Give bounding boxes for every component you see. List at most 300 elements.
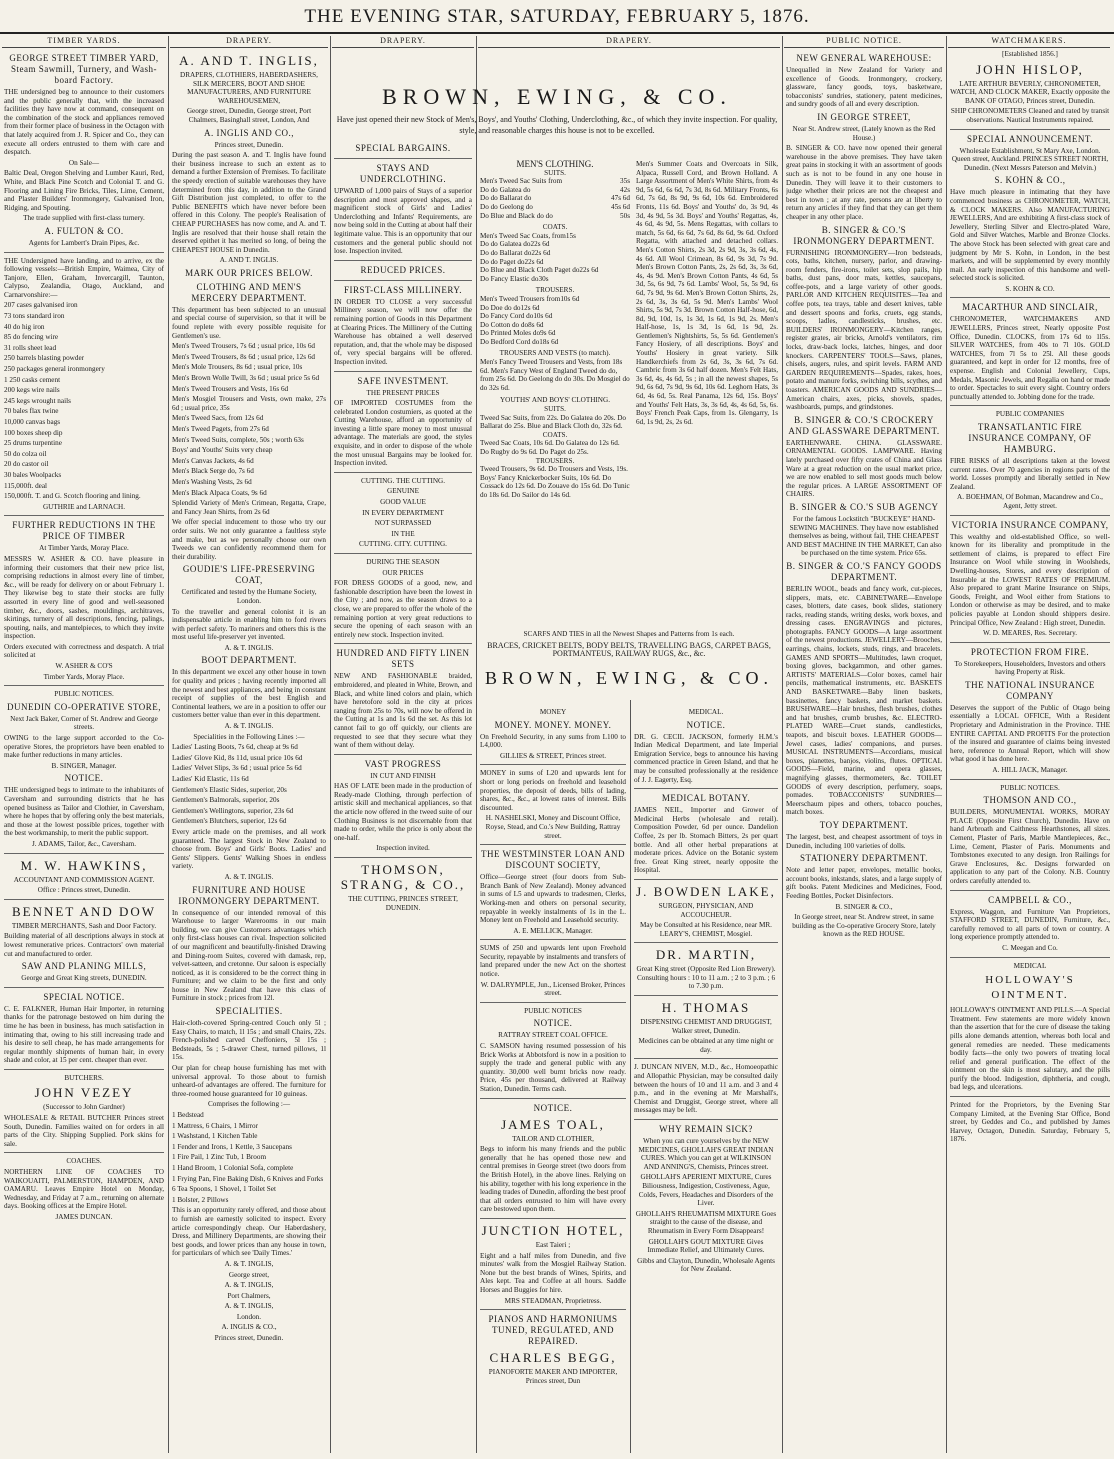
ad-heading: MARK OUR PRICES BELOW. [185,267,313,278]
item-price: 22s 6d [530,240,550,249]
list-item: Men's Tweed Trousers, 7s 6d ; usual price, 10s 6d [172,342,316,351]
ad-subheading: TAILOR AND CLOTHIER, [512,1134,594,1143]
list-item: 20 do castor oil [4,460,49,469]
divider [950,779,1110,780]
ad-heading: M. W. HAWKINS, [20,857,148,873]
table-row [480,329,630,338]
ad-heading: S. KOHN & CO., [994,175,1066,186]
ad-heading: PROTECTION FROM FIRE. [970,646,1090,657]
table-row [480,203,630,212]
divider [334,472,472,473]
divider [334,260,472,261]
ad-body: This department has been subjected to an unusual and special course of supervision, so that it will be found replete with every possible requisite for Gentlemen's use. [172,305,326,340]
divider [950,1096,1110,1097]
ad-body: Princes street, Dunedin. [214,1334,284,1343]
divider [480,1002,626,1003]
ad-body: DR. G. CECIL JACKSON, formerly H.M.'s Indian Medical Department, and late Imperial Emigration Service, begs to announce his having commenced practice in Green Island, and that he may be consulted professionally at the residence of J. J. Eagerty, Esq. [634,732,778,784]
ad-body: MESSRS W. ASHER & CO. have pleasure in informing their customers that their new price list, comprising reductions in almost every line of timber, &c., will be ready for delivery on or about February 1. They likewise beg to state their stocks are fully assorted in every line of good and well-seasoned timber, &c., doors, sashes, mouldings, architraves, skirtings, turnery of all descriptions, fencing, palings, spouting, nails, and mantelpieces, to which they invite inspection. [4,554,164,641]
table-row [480,186,630,195]
ad-heading: REDUCED PRICES. [360,264,446,275]
section-head: PUBLIC COMPANIES [995,410,1065,419]
item-name: Men's Tweed Sac Suits from [480,177,563,186]
ad-heading: GEORGE STREET TIMBER YARD, Steam Sawmill, Turnery, and Wash-board Factory. [9,53,159,85]
table-row [480,295,630,304]
ad-body: SCARFS AND TIES in all the Newest Shapes and Patterns from 1s each. [523,630,735,638]
ad-subheading: TROUSERS AND VESTS (to match). [499,349,611,358]
ad-signature: W. DALRYMPLE, Jun., Licensed Broker, Princes street. [480,980,626,998]
ad-subheading: Comprises the following :— [207,1100,291,1109]
list-item: Men's Tweed Pagets, from 27s 6d [172,425,269,433]
ad-body: C. E. FALKNER, Human Hair Importer, in returning thanks for the patronage bestowed on him during the time he has been in business, has much satisfaction in intimating that, owing to his still increasing trade and his desire to sell cheap, he has made arrangements for regular monthly shipments of human hair, in every shade and color, at 15 per cent. cheaper than ever. [4,1004,164,1065]
ad-heading: SAFE INVESTMENT. [357,375,449,386]
ad-body: LATE ARTHUR BEVERLY, CHRONOMETER, WATCH, AND CLOCK MAKER, Exactly opposite the BANK OF OTAGO, Princes street, Dunedin. [950,79,1110,105]
list-item: 250 barrels blasting powder [4,354,85,363]
divider [4,899,164,900]
ad-heading: BENNET AND DOW [11,903,157,919]
divider [634,879,778,880]
list-item: Men's Washing Vests, 2s 6d [172,477,252,486]
list-item: Ladies' Kid Elastic, 11s 6d [172,775,249,783]
ad-body: Inspection invited. [376,844,430,853]
ad-subheading: DURING THE SEASON [366,558,440,566]
ad-body: NEW AND FASHIONABLE braided, embroidered, and pleated in White, Brown, and Black, and white lined colors and plain, which have heretofore sold in the city at prices ranging from 25s to 70s, will now be offered in the Cutting at 1s and 1s 6d the set. As this lot cannot fail to go off quickly, our clients are requested to see that they secure what they want of them without delay. [334,672,472,750]
ad-signature: W. D. MEARES, Res. Secretary. [982,629,1078,638]
ad-subheading: IN THE [391,529,415,538]
item-name: Do do Galatea do [480,185,531,194]
ad-signature: A. FULTON & CO. [44,225,124,236]
ad-signature: H. NASHELSKI, Money and Discount Office, Royse, Stead, and Co.'s New Building, Rattray street. [485,814,621,840]
brown-ewing-footer [480,630,778,700]
table-row [480,232,630,241]
ad-body: GHOLLAH'S GOUT MIXTURE Gives Immediate Relief, and Ultimately Cures. [647,1237,765,1255]
column-head: DRAPERY. [170,36,328,48]
table-row [480,275,630,284]
table-row [480,304,630,313]
table-row [480,338,630,347]
item-price: 9s 6d [540,329,556,338]
ad-heading: WHY REMAIN SICK? [659,1124,753,1134]
ad-heading: DR. MARTIN, [655,947,757,963]
list-item: 31 rolls sheet lead [4,343,57,352]
ad-body: EARTHENWARE. CHINA. GLASSWARE. ORNAMENTAL GOODS. LAMPWARE. Having lately purchased over fifty crates of China and Glass Ware at a great reduction on the usual market price, we are now enabled to sell most goods much below the regular prices. A LARGE ASSORTMENT OF CHAIRS. [786,438,942,499]
divider [634,1119,778,1120]
ad-subheading: TROUSERS. [535,456,575,465]
coats-table [480,232,630,284]
item-name: Do Fancy Elastic do [480,274,539,283]
ad-body: Men's Summer Coats and Overcoats in Silk, Alpaca, Russell Cord, and Brown Holland. A Large Assortment of Men's White Shirts, from 4s 9d, 5s 6d, 6s 6d, 7s 3d, 8s 6d. Military Fronts, 6s 6d, 7s 6d, 8s 9d, 9s 6d, 10s 6d. Embroidered Fronts, 11s 6d. Boys' and Youths' do, 3s 9d, 4s 3d, 4s 9d, 5s 3d. Boys' and Youths' Regattas, 4s, 4s 6d, 4s 9d, 5s. Mens Regattas, with collars to match, 5s 6d, 6s 6d, 7s 6d, 8s 6d, 9s 6d. Oxford Regatta, with attached and detached collars. Men's Cotton Shirts, 2s 3d, 2s 9d, 3s, 3s 6d, 4s, 4s 6d. All Wool Crimean, 8s 6d, 9s 3d, 7s 9d. Men's Brown Cotton Pants, 2s, 2s 6d, 3s, 3s 6d, 4s, 4s 9d. Men's Brown Cotton Pants, 4s 6d, 5s 3d, 5s, 6s 9d, 7s 6d. Lambs' Wool, 5s, 5s 9d, 6s 6d, 7s 9d, 9s 6d. Men's Brown Cotton Shirts, 2s, 2s 6d, 3s, 3s 6d, 5s 9d. Men's Lambs' Wool Shirts, 5s 9d, 7s 3d. Brown Cotton Half-hose, 6d, 8d, 9d, 10d, 1s, 1s 3d, 1s 6d, 1s 9d, 2s. Men's Half-hose, 1s, 1s 3d, 1s 6d, 1s 9d, 2s. Gentlemen's Nightshirts, 5s, 5s 6d. Gentlemen's Fancy Hosiery, of all descriptions. Boys' and Youths' Hosiery in great variety. Silk Handkerchiefs from 2s 6d, 3s, 3s 6d, 7s 6d. Cambric from 3s 6d half dozen. Men's Felt Hats, 3s 6d, 4s, 4s 6d, 5s ; in all the newest shapes, 5s 9d, 6s 6d, 7s 9d, 9s 6d, 10s 6d. Leghorn Hats, 3s 6d, 4s 6d, 5s. Real Panama, 12s 6d, 15s. Boys' and Youths' Felt Hats, 3s, 3s 6d, 4s, 4s 6d, 5s, 6s. Boys' French Peak Caps, from 1s. Glengarry, 1s 6d, 1s 9d, 2s, 2s 6d. [636,160,778,426]
ad-body: Eight and a half miles from Dunedin, and five minutes' walk from the Mosgiel Railway Station. None but the best brands of Wines, Spirits, and Ales kept. Tea and Coffee at all hours. Saddle Horses and Buggies for hire. [480,1251,626,1294]
ad-heading: FIRST-CLASS MILLINERY. [343,284,463,295]
divider [334,643,472,644]
ad-body: WHOLESALE & RETAIL BUTCHER Princes street South, Dunedin. Families waited on for orders in all parts of the City. Shipping Supplied. Pork skins for sale. [4,1114,164,1148]
column-head: TIMBER YARDS. [2,36,166,48]
column-timber-yards [4,50,164,1453]
trousers-table [480,295,630,347]
ad-heading: CUTTING. CITY. CUTTING. [359,540,447,549]
ad-body: Next Jack Baker, Corner of St. Andrew and George streets. [10,714,158,732]
ad-body: George street, [228,1270,270,1279]
ad-subheading: RATTRAY STREET COAL OFFICE. [498,1031,608,1040]
column-rule [630,700,631,1453]
ad-body: Timber Yards, Moray Place. [43,672,125,681]
ad-signature: S. KOHN & CO. [1005,284,1055,293]
column-head: PUBLIC NOTICE. [784,36,944,48]
ad-body: Baltic Deal, Oregon Shelving and Lumber Kauri, Red, White, and Black Pine Scotch and Colonial T. and G. Flooring and Lining Fire Bricks, Tiles, Lime, Cement, and Plaster Builders' Ironmongery, Galvanised Iron, Ridging, and Spouting. [4,169,164,212]
divider [4,685,164,686]
divider [334,280,472,281]
list-item: Men's Tweed Suits, complete, 50s ; worth 63s [172,435,304,444]
brown-ewing-shirts [636,160,778,620]
ad-body: Begs to inform his many friends and the public generally that he has opened those new and central premises in George street (two doors from the British Hotel), in the above lines. Relying on his ability, together with his long experience in the leading trades of Dunedin, affording the best proof that all orders entrusted to him will have every care bestowed upon them. [480,1145,626,1214]
list-item: 245 kegs wrought nails [4,396,71,405]
ad-body: During the past season A. and T. Inglis have found their business increase to such an extent as to demand a further Extension of Premises. To facilitate the speedy erection of suitable warehouses they have determined from this day, in addition to the Grand Gift Distribution just completed, to offer to the Public BENEFITS which have never before been offered in this Colony. The people's Realisation of CHEAP PURCHASES has now come, and A. and T. Inglis are resolved that their house shall retain the deserved epithet it has merited so long, of being the CHEAPEST HOUSE in Dunedin. [172,151,326,254]
ad-body: Office—George street (four doors from Sub-Branch Bank of New Zealand). Money advanced in sums of L5 and upwards to tradesmen, Clerks, Working-men and others on personal security, repayable in weekly instalments of 1s in the L. Money lent on Freehold and Leasehold security. [480,873,626,925]
divider [950,405,1110,406]
list-item: Men's Mosgiel Trousers and Vests, own make, 27s 6d ; usual price, 35s [172,395,326,412]
ad-body: J. DUNCAN NIVEN, M.D., &c., Homoeopathic and Allopathic Physician, may be consulted daily between the hours of 10 and 11 a.m. and 3 and 4 p.m., and in the evening at Mr Marshall's, Chemist and Druggist, George street, where all messages may be left. [634,1063,778,1115]
ad-signature: A. & T. INGLIS, [224,1302,274,1311]
list-item: 1 Bolster, 2 Pillows [172,1195,229,1204]
ad-body: HAS OF LATE been made in the production of Ready-made Clothing, through perfection of artistic skill and mechanical appliances, so that the article now offered in the tweed suite of our Clothing Business is not discernable from that made to order, while the price is only about the one-half. [334,782,472,842]
brown-ewing-price-list [480,160,630,665]
ad-body: Tweed Sac Coats, 10s 6d. Do Galatea do 12s 6d. Do Rugby do 9s 6d. Do Paget do 25s. [480,439,620,456]
ad-heading: CHARLES BEGG, [489,1350,617,1366]
ad-body: Building material of all descriptions always in stock at lowest remunerative prices. Contractors' own material cut and manufactured to order. [4,932,164,958]
ad-subheading: THE CUTTING, PRINCES STREET, DUNEDIN. [348,895,458,912]
ad-signature: B. SINGER & CO., [835,902,893,911]
ad-heading: NOTICE. [64,773,104,784]
ad-body: THE Undersigned have landing, and to arrive, ex the following vessels:—British Empire, Waimea, City of Tanjore, Ellen, Graham, Invercargill, Taunton, Calypso, Zealandia, Otago, Auckland, and Carnarvonshire:— [4,256,164,299]
ad-signature: A. E. MELLICK, Manager. [513,926,593,935]
ad-body: May be Consulted at his Residence, near MR. LEARY'S, CHEMIST, Mosgiel. [640,921,772,938]
ad-body: To the traveller and general colonist it is an indispensable article in enabling him to ford rivers with perfect safety. To mariners and others this is the most useful life-preserver yet invented. [172,607,326,642]
ad-body: Every article made on the premises, and all work guaranteed. The largest Stock in New Zealand to choose from. Boys' and Girls' Boots. Ladies' and Gents' Slippers. Gents' Walking Shoes in endless variety. [172,827,326,871]
ad-heading: A. AND T. INGLIS, [179,53,319,68]
ad-body: (Successor to John Gardner) [43,1103,125,1112]
column-head: WATCHMAKERS. [948,36,1110,48]
ad-heading: CUTTING. THE CUTTING. [360,476,446,485]
ad-signature: A. BOEHMAN, Of Bohman, Macandrew and Co., Agent, Jetty street. [957,493,1103,510]
list-item: Gentlemen's Elastic Sides, superior, 20s [172,785,287,794]
ad-heading: FURTHER REDUCTIONS IN THE PRICE OF TIMBER [12,520,156,542]
divider [634,1058,778,1059]
list-item: 1 Fender and Irons, 1 Kettle, 3 Saucepans [172,1142,292,1151]
ad-body: FIRE RISKS of all descriptions taken at the lowest current rates. Over 70 agencies in regions parts of the world. Losses promptly and liberally settled in New Zealand. [950,457,1110,491]
ad-body: Boys' Fancy Knickerbocker Suits, 10s 6d. Do Cossack do 12s 6d. Do Zouave do 15s 6d. Do Tunic do 18s 6d. Do Sailor do 14s 6d. [480,473,630,499]
ad-body: UPWARD of 1,000 pairs of Stays of a superior description and most approved shapes, and a magnificent stock of Girls' and Ladies' Underclothing and Infants' Requirements, are now being sold in the Cutting at about half their legitimate value. This is an opportunity that our customers and the general public should not lose. Inspection invited. [334,187,472,256]
ad-subheading: East Taieri ; [535,1240,571,1249]
ad-body: Tweed Sac Suits, from 22s. Do Galatea do 20s. Do Ballarat do 25s. Blue and Black Cloth do, 32s 6d. [480,413,627,431]
ad-body: Deserves the support of the Public of Otago being essentially a LOCAL OFFICE, With a Resident Proprietary and Administration in the Province. THE ENTIRE CAPITAL AND PROFITS For the protection of the insured and guarantee of claims being invested here, reference to Annual Report, which will show what good it has done here. [950,703,1110,764]
brown-ewing-intro: Have just opened their new Stock of Men's, Boys', and Youths' Clothing, Underclothing, &c., of which they invite inspection. For quality, style, and reasonable charges this house is not to be excelled. [336,115,778,135]
ad-heading: MEN'S CLOTHING. [516,160,594,169]
ad-heading: MEDICAL BOTANY. [661,793,751,804]
list-item: Ladies' Glove Kid, 8s 11d, usual price 10s 6d [172,753,303,762]
divider [480,1098,626,1099]
item-name: Do do Ballarat do [480,248,532,257]
ad-subheading: On Sale— [68,158,100,167]
divider [334,754,472,755]
divider [4,853,164,854]
ad-heading: SPECIAL BARGAINS. [355,143,451,153]
list-item: 200 kegs wire nails [4,386,60,395]
divider [950,890,1110,891]
ad-body: Near St. Andrew street, (Lately known as the Red House.) [792,124,936,142]
ad-body: THE undersigned begs to intimate to the inhabitants of Caversham and surrounding districts that he has opened business as Tailor and Clothier, in Caversham, where he hopes that by offering only the best materials, and those at the lowest possible prices, together with the best workmanship, to merit the public support. [4,786,164,838]
list-item: Men's Mole Trousers, 8s 6d ; usual price, 10s [172,363,303,372]
divider [950,129,1110,130]
ad-subheading: Specialities in the Following Lines :— [193,732,305,741]
list-item: 1 Fire Pail, 1 Zinc Tub, 1 Broom [172,1153,267,1162]
column-rule [782,36,783,1453]
divider [334,857,472,858]
list-item: Men's Canvas Jackets, 4s 6d [172,456,254,465]
ad-body: When you can cure yourselves by the NEW MEDICINES, GHOLLAH'S GREAT INDIAN CURES. Which you can get at WILKINSON AND ANNING'S, Chemists, Princes street. [638,1137,774,1171]
divider [480,1309,626,1310]
ad-heading: FURNITURE AND HOUSE IRONMONGERY DEPARTMENT. [178,884,320,906]
ad-body: Princes street, Dunedin. [214,140,284,149]
ad-body: FOR DRESS GOODS of a good, new, and fashionable description have been the lowest in the City ; and now, as the season draws to a close, we are prepared to offer the whole of the remaining portion at very great reductions to secure the opening of each season with an entirely new stock. Inspection invited. [334,579,472,639]
ad-body: BERLIN WOOL, beads and fancy work, cut-pieces, slippers, mats, etc. CABINETWARE—Envelope cases, blotters, date cases, book slides, stationery racks, reading stands, writing desks, work boxes, and dressing cases. ENGRAVINGS and pictures, photographs. FANCY GOODS—A large assortment of the newest productions. JEWELLERY—Brooches, earrings, chains, lockets, studs, rings, and bracelets. GAMES AND SPORTS—Multitudes, lawn croquet, boxing gloves, backgammon, and other games. ARTISTS' MATERIALS—Color boxes, camel hair pencils, mathematical instruments, etc. BASKETS AND BASKETWARE—Baby linen baskets, bassinettes, fancy baskets, and market baskets. BRUSHWARE—Hair brushes, flesh brushes, clothes and hat brushes, crumb brushes, &c. ELECTRO-PLATED WARE—Cruet stands, candlesticks, teapots, and biscuit boxes. LEATHER GOODS—Jewel cases, ladies' companions, and purses. MUSICAL INSTRUMENTS—Accordians, musical boxes, pianettes, banjos, violins, flutes. OPTICAL GOODS—Field, marine, and opera glasses, magnifying glasses, thermometers, &c. TOILET GOODS of every description, perfumery, soaps, pomades. TOBACCONISTS' SUNDRIES—Meerschaum pipes and others, tobacco pouches, match boxes. [786,584,942,817]
section-head: PUBLIC NOTICES. [54,690,114,699]
divider [4,1069,164,1070]
ad-body: B. SINGER & CO. have now opened their general warehouse in the above premises. They have taken great pains in stocking it with an assortment of goods such as is not to be found in any one house in Dunedin. They will leave it to their customers to judge whether their prices are not the cheapest and best in town ; at any rate, persons are at liberty to return any articles if they find that they can get them cheaper in any other place. [786,144,942,221]
table-row [480,177,630,186]
divider [480,939,626,940]
list-item: Splendid Variety of Men's Crimean, Regatta, Crape, and Fancy Jean Shirts, from 2s 6d [172,499,326,516]
ad-body: Tweed Trousers, 9s 6d. Do Trousers and Vests, 19s. [480,465,628,474]
price-list [172,743,326,826]
ad-subheading: TROUSERS. [535,286,575,295]
ad-heading: VAST PROGRESS [364,758,442,769]
ad-signature: C. Meegan and Co. [1002,943,1058,952]
divider [480,764,626,765]
price-list [172,342,326,516]
item-price: 22s 6d [524,257,544,266]
divider [950,957,1110,958]
list-item: 1 Mattress, 6 Chairs, 1 Mirror [172,1121,259,1130]
table-row [480,194,630,203]
list-item: 1 250 casks cement [4,375,61,384]
ad-body: Medicines can be obtained at any time night or day. [638,1037,774,1054]
ad-heading: B. SINGER & CO.'S FANCY GOODS DEPARTMENT. [786,560,942,582]
table-row [480,266,630,275]
ad-heading: BOOT DEPARTMENT. [201,655,297,666]
ad-signature: A. & T. INGLIS. [224,643,274,652]
brown-ewing-heading: BROWN, EWING, & CO. [382,84,732,109]
list-item: Gentlemen's Wellingtons, superior, 23s 6d [172,806,294,815]
ad-subheading: GOOD VALUE [380,498,426,507]
list-item: 115,000ft. deal [4,481,48,490]
ad-heading: JUNCTION HOTEL, [481,1222,625,1238]
ad-body: ACCOUNTANT AND COMMISSION AGENT. [13,875,155,884]
ad-body: Note and letter paper, envelopes, metallic books, account books, inkstands, slates, and a large supply of gift books. Patent Medicines and Medicines, Food, Feeding Bottles, Pocket Disinfectors. [786,866,942,900]
ad-signature: GUTHRIE and LARNACH. [42,502,126,511]
ad-signature: Gibbs and Clayton, Dunedin, Wholesale Agents for New Zealand. [637,1256,775,1274]
divider [334,371,472,372]
ad-signature: JAMES DUNCAN. [55,1213,113,1221]
furniture-list [172,1111,326,1204]
column-head: DRAPERY. [478,36,780,48]
list-item: 85 do fencing wire [4,333,59,342]
ad-heading: MACARTHUR AND SINCLAIR, [962,302,1098,313]
ad-heading: DUNEDIN CO-OPERATIVE STORE, [6,701,162,712]
ad-body: On Freehold Security, in any sums from L100 to L4,000. [480,732,626,750]
ad-heading: TRANSATLANTIC FIRE INSURANCE COMPANY, OF HAMBURG. [968,422,1092,454]
ad-body: To Storekeepers, Householders, Investors and others having Property at Risk. [954,659,1106,677]
ad-signature: A. & T. INGLIS. [224,722,274,731]
ad-body: MONEY in sums of L20 and upwards lent for short or long periods on freehold and leasehold properties, the deposit of deeds, bills of lading, shares, &c., &c., at lowest rates of interest. Bills discounted. [480,769,626,812]
item-name: Men's Tweed Trousers from [480,294,561,303]
item-name: Do Blue and Black Cloth Paget do [480,266,580,275]
list-item: Men's Black Serge do, 7s 6d [172,467,254,476]
item-name: Do do Galatea do [480,240,531,249]
divider [4,987,164,988]
ad-body: NORTHERN LINE OF COACHES TO WAIKOUAITI, PALMERSTON, HAMPDEN, AND OAMARU. Leaves Empire Hotel on Monday, Wednesday, and Friday at 7 a.m., returning on alternate days. Booking offices at the Empire Hotel. [4,1168,164,1211]
ad-body: Wholesale Establishment, St Mary Axe, London. Queen street, Auckland. PRINCES STREET NORTH, Dunedin. (Next Messrs Paterson and Melvin.) [951,146,1109,172]
column-public-notice [786,50,942,1453]
list-item: Gentlemen's Blutchers, superior, 12s 6d [172,817,287,826]
divider [950,642,1110,643]
ad-heading: B. SINGER & CO.'S CROCKERY AND GLASSWARE DEPARTMENT. [788,414,940,436]
ad-body: Express, Waggon, and Furniture Van Proprietors, STAFFORD STREET, DUNEDIN, Furniture, &c., carefully removed to all parts of town or country. A long experience promptly attended to. [950,907,1110,942]
item-name: Do do Paget do [480,257,525,266]
ad-signature: A. & T. INGLIS, [224,1259,274,1268]
column-rule [168,36,169,1453]
ad-signature: MRS STEADMAN, Proprietress. [504,1296,602,1305]
ad-body: Orders executed with correctness and despatch. A trial solicited at [4,642,164,660]
table-row [480,212,630,221]
ad-heading: J. BOWDEN LAKE, [636,883,776,899]
column-rule [476,36,477,1453]
list-item: 100 boxes sheep dip [4,428,63,437]
ad-signature: B. SINGER, Manager. [51,761,117,770]
list-item: Men's Brown Wolle Twill, 3s 6d ; usual price 5s 6d [172,374,320,383]
ad-subheading: NOT SURPASSED [374,519,432,528]
divider [480,1218,626,1219]
ad-signature: A. & T. INGLIS. [224,872,274,881]
column-rule [330,36,331,1453]
ad-heading: NEW GENERAL WAREHOUSE: [796,53,932,63]
section-head: MEDICAL [1013,961,1047,970]
ad-body: Our plan for cheap house furnishing has met with universal approval. To those about to furnish unheard-of advantages are offered. The furniture for three-roomed house guaranteed for 10 guineas. [172,1064,326,1098]
ad-heading: JOHN VEZEY [34,1085,134,1101]
ad-body: Certificated and tested by the Humane Society, London. [181,588,317,605]
item-name: Do do Geelong do [480,202,533,211]
list-item: Men's Tweed Trousers and Vests, 16s 6d [172,384,289,393]
newspaper-title: THE EVENING STAR, SATURDAY, FEBRUARY 5, 1876. [304,6,810,27]
section-head: PUBLIC NOTICES [524,1006,582,1015]
ad-body: Port Chalmers, [227,1291,271,1300]
masthead [0,0,1114,34]
ad-body: BRACES, CRICKET BELTS, BODY BELTS, TRAVELLING BAGS, CARPET BAGS, PORTMANTEUS, RAILWAY RUGS, &c., &c. [487,640,771,659]
section-head: MEDICAL. [688,708,724,716]
table-row [480,258,630,267]
cargo-list [4,301,164,500]
ad-body: For the famous Lockstitch "BUCKEYE" HAND-SEWING MACHINES. They have now established themselves as being, without fail, THE CHEAPEST AND BEST MACHINE IN THE MARKET, Can also be purchased on the time system. Price 65s. [786,514,942,558]
suits-table [480,177,630,220]
table-row [480,312,630,321]
ad-body: OWING to the large support accorded to the Co-operative Stores, the proprietors have been enabled to make further reductions in many articles. [4,734,164,760]
ad-heading: SAW AND PLANING MILLS, [21,961,147,972]
list-item: 1 Frying Pan, Fine Baking Dish, 6 Knives and Forks [172,1174,324,1183]
ad-heading: THOMSON, STRANG, & CO., [340,862,466,893]
ad-heading: YOUTHS' AND BOYS' CLOTHING. [499,396,610,405]
column-money [480,708,626,1453]
ad-body: Great King street (Opposite Red Lion Brewery). Consulting hours : 10 to 11 a.m. ; 2 to 3 p.m. ; 6 to 7.30 p.m. [636,965,776,991]
ad-body: HOLLOWAY'S OINTMENT AND PILLS.—A Special Treatment. Few statements are more widely known than the assertion that for the cure of disease the taking pills alone demands attention, whereas both local and general remedies are needed. These medicaments bodily facts—the only two powers of treating local relief and general purification. The effect of the ointment on the skin is most salutary, and the pills purify the blood. Indigestion, diphtheria, and cough, bad legs, and ulcerations. [950,1006,1110,1092]
ad-body: Have much pleasure in intimating that they have commenced business as CHRONOMETER, WATCH, & CLOCK MAKERS. Also MANUFACTURING JEWELLERS, And are exhibiting A first-class stock of Jewellery, Sterling Silver and Electro-plated Ware, Gold and Silver Watches, Marble and Bronze Clocks. The above Stock has been selected with great care and judgment by Mr S. Kohn, in London, in the best markets, and will be supplemented by every monthly mail. An early inspection of this handsome and well-selected stock is solicited. [950,188,1110,283]
ad-signature: J. ADAMS, Tailor, &c., Caversham. [31,839,137,848]
list-item: 1 Hand Broom, 1 Colonial Sofa, complete [172,1163,294,1172]
table-row [480,321,630,330]
list-item: Ladies' Lasting Boots, 7s 6d, cheap at 9s 6d [172,743,298,752]
item-price: 10s 6d [560,294,580,303]
ad-heading: HUNDRED AND FIFTY LINEN SETS [336,648,470,670]
list-item: Ladies' Velvet Slips, 3s 6d ; usual price 5s 6d [172,764,302,773]
list-item: Boys' and Youths' Suits very cheap [172,446,273,455]
section-head: MONEY [539,708,567,716]
ad-body: JAMES NEIL, Importer and Grower of Medicinal Herbs (wholesale and retail). Composition Powder, 6d per ounce. Dandelion Coffee, 2s per lb. Stomach Bitters, 2s per quart bottle. And all other herbal preparations at moderate prices. Advice on the Botanic system free. Great King street, nearly opposite the Hospital. [634,806,778,875]
column-medical [634,708,778,1453]
column-inglis [172,50,326,1453]
ad-signature: A. & T. INGLIS, [224,1281,274,1290]
divider [950,515,1110,516]
list-item: 10,000 canvas bags [4,418,61,426]
ad-body: This is an opportunity rarely offered, and those about to furnish are earnestly solicited to inspect. Every article correspondingly cheap. Our Haberdashery, Dress, and Millinery Departments, are showing their best goods, and lower prices than any house in town, for particulars of which see 'Daily Times.' [172,1206,326,1258]
ad-body: Agents for Lambert's Drain Pipes, &c. [28,238,140,247]
ad-subheading: PIANOFORTE MAKER AND IMPORTER, Princes street, Dun [488,1368,618,1385]
ad-body: OF IMPORTED COSTUMES from the celebrated London costumiers, as quoted at the Cutting Warehouse, afford an opportunity of investing a little spare money to most unusual advantage. The materials are good, the styles exquisite, and in order to dispose of the whole the most unusual Bargains may be looked for. Inspection invited. [334,399,472,468]
section-head: BUTCHERS. [64,1073,104,1082]
ad-subheading: DISPENSING CHEMIST AND DRUGGIST, Walker street, Dunedin. [640,1018,772,1035]
item-price: 22s 6d [531,248,551,257]
ad-body: SHIP CHRONOMETERS Cleaned and rated by transit observations. Nautical Instruments repaired. [950,107,1110,124]
item-name: Men's Tweed Sac Coats, from [480,231,566,240]
item-price: 15s [565,231,576,240]
ad-heading: THOMSON AND CO., [983,795,1077,806]
item-price: 8s 6d [528,320,544,329]
ad-heading: THE WESTMINSTER LOAN AND DISCOUNT SOCIETY, [480,849,626,871]
item-name: Do Blue and Black do do [480,211,553,220]
item-name: Do Bedford Cord do [480,337,540,346]
ad-heading: JAMES TOAL, [501,1116,605,1132]
section-head: PUBLIC NOTICES. [1000,783,1060,792]
ad-body: London. [236,1312,262,1321]
ad-body: We offer special inducement to those who try our order suits. We not only guarantee a faultless style and make, but as we personally choose our own Tweeds we can confidently recommend them for their durability. [172,518,326,561]
item-name: Do Fancy Cord do [480,312,534,321]
ad-body: IN ORDER TO CLOSE a very successful Millinery season, we will now offer the remaining portion of Goods in this Department at Clearing Prices. The Millinery of the Cutting Warehouse has obtained a well deserved reputation, and, that the whole may be disposed of, very special bargains will be offered. Inspection invited. [334,297,472,366]
ad-body: Office : Princes street, Dunedin. [37,886,131,895]
ad-subheading: COATS. [542,223,568,232]
ad-body: At Timber Yards, Moray Place. [39,544,129,553]
list-item: 6 Tea Spoons, 1 Shovel, 1 Toilet Set [172,1185,276,1194]
column-rule [946,36,947,1453]
list-item: 250 packages general ironmongery [4,365,105,374]
ad-subheading: SURGEON, PHYSICIAN, AND ACCOUCHEUR. [658,901,754,919]
list-item: 40 do hig iron [4,322,45,331]
ad-body: [Established 1856.] [1002,50,1058,58]
divider [334,553,472,554]
ad-body: GHOLLAH'S RHEUMATISM MIXTURE Goes straight to the cause of the disease, and Rheumatism in Every Form Disappears! [635,1209,777,1235]
ad-heading: MONEY. MONEY. MONEY. [494,719,612,730]
list-item: 1 Bedstead [172,1111,204,1119]
divider [334,158,472,159]
list-item: 50 do colza oil [4,449,47,458]
ad-heading: THE NATIONAL INSURANCE COMPANY [965,679,1095,701]
ad-body: TIMBER MERCHANTS, Sash and Door Factory. [11,921,157,930]
list-item: 25 drums turpentine [4,439,62,448]
